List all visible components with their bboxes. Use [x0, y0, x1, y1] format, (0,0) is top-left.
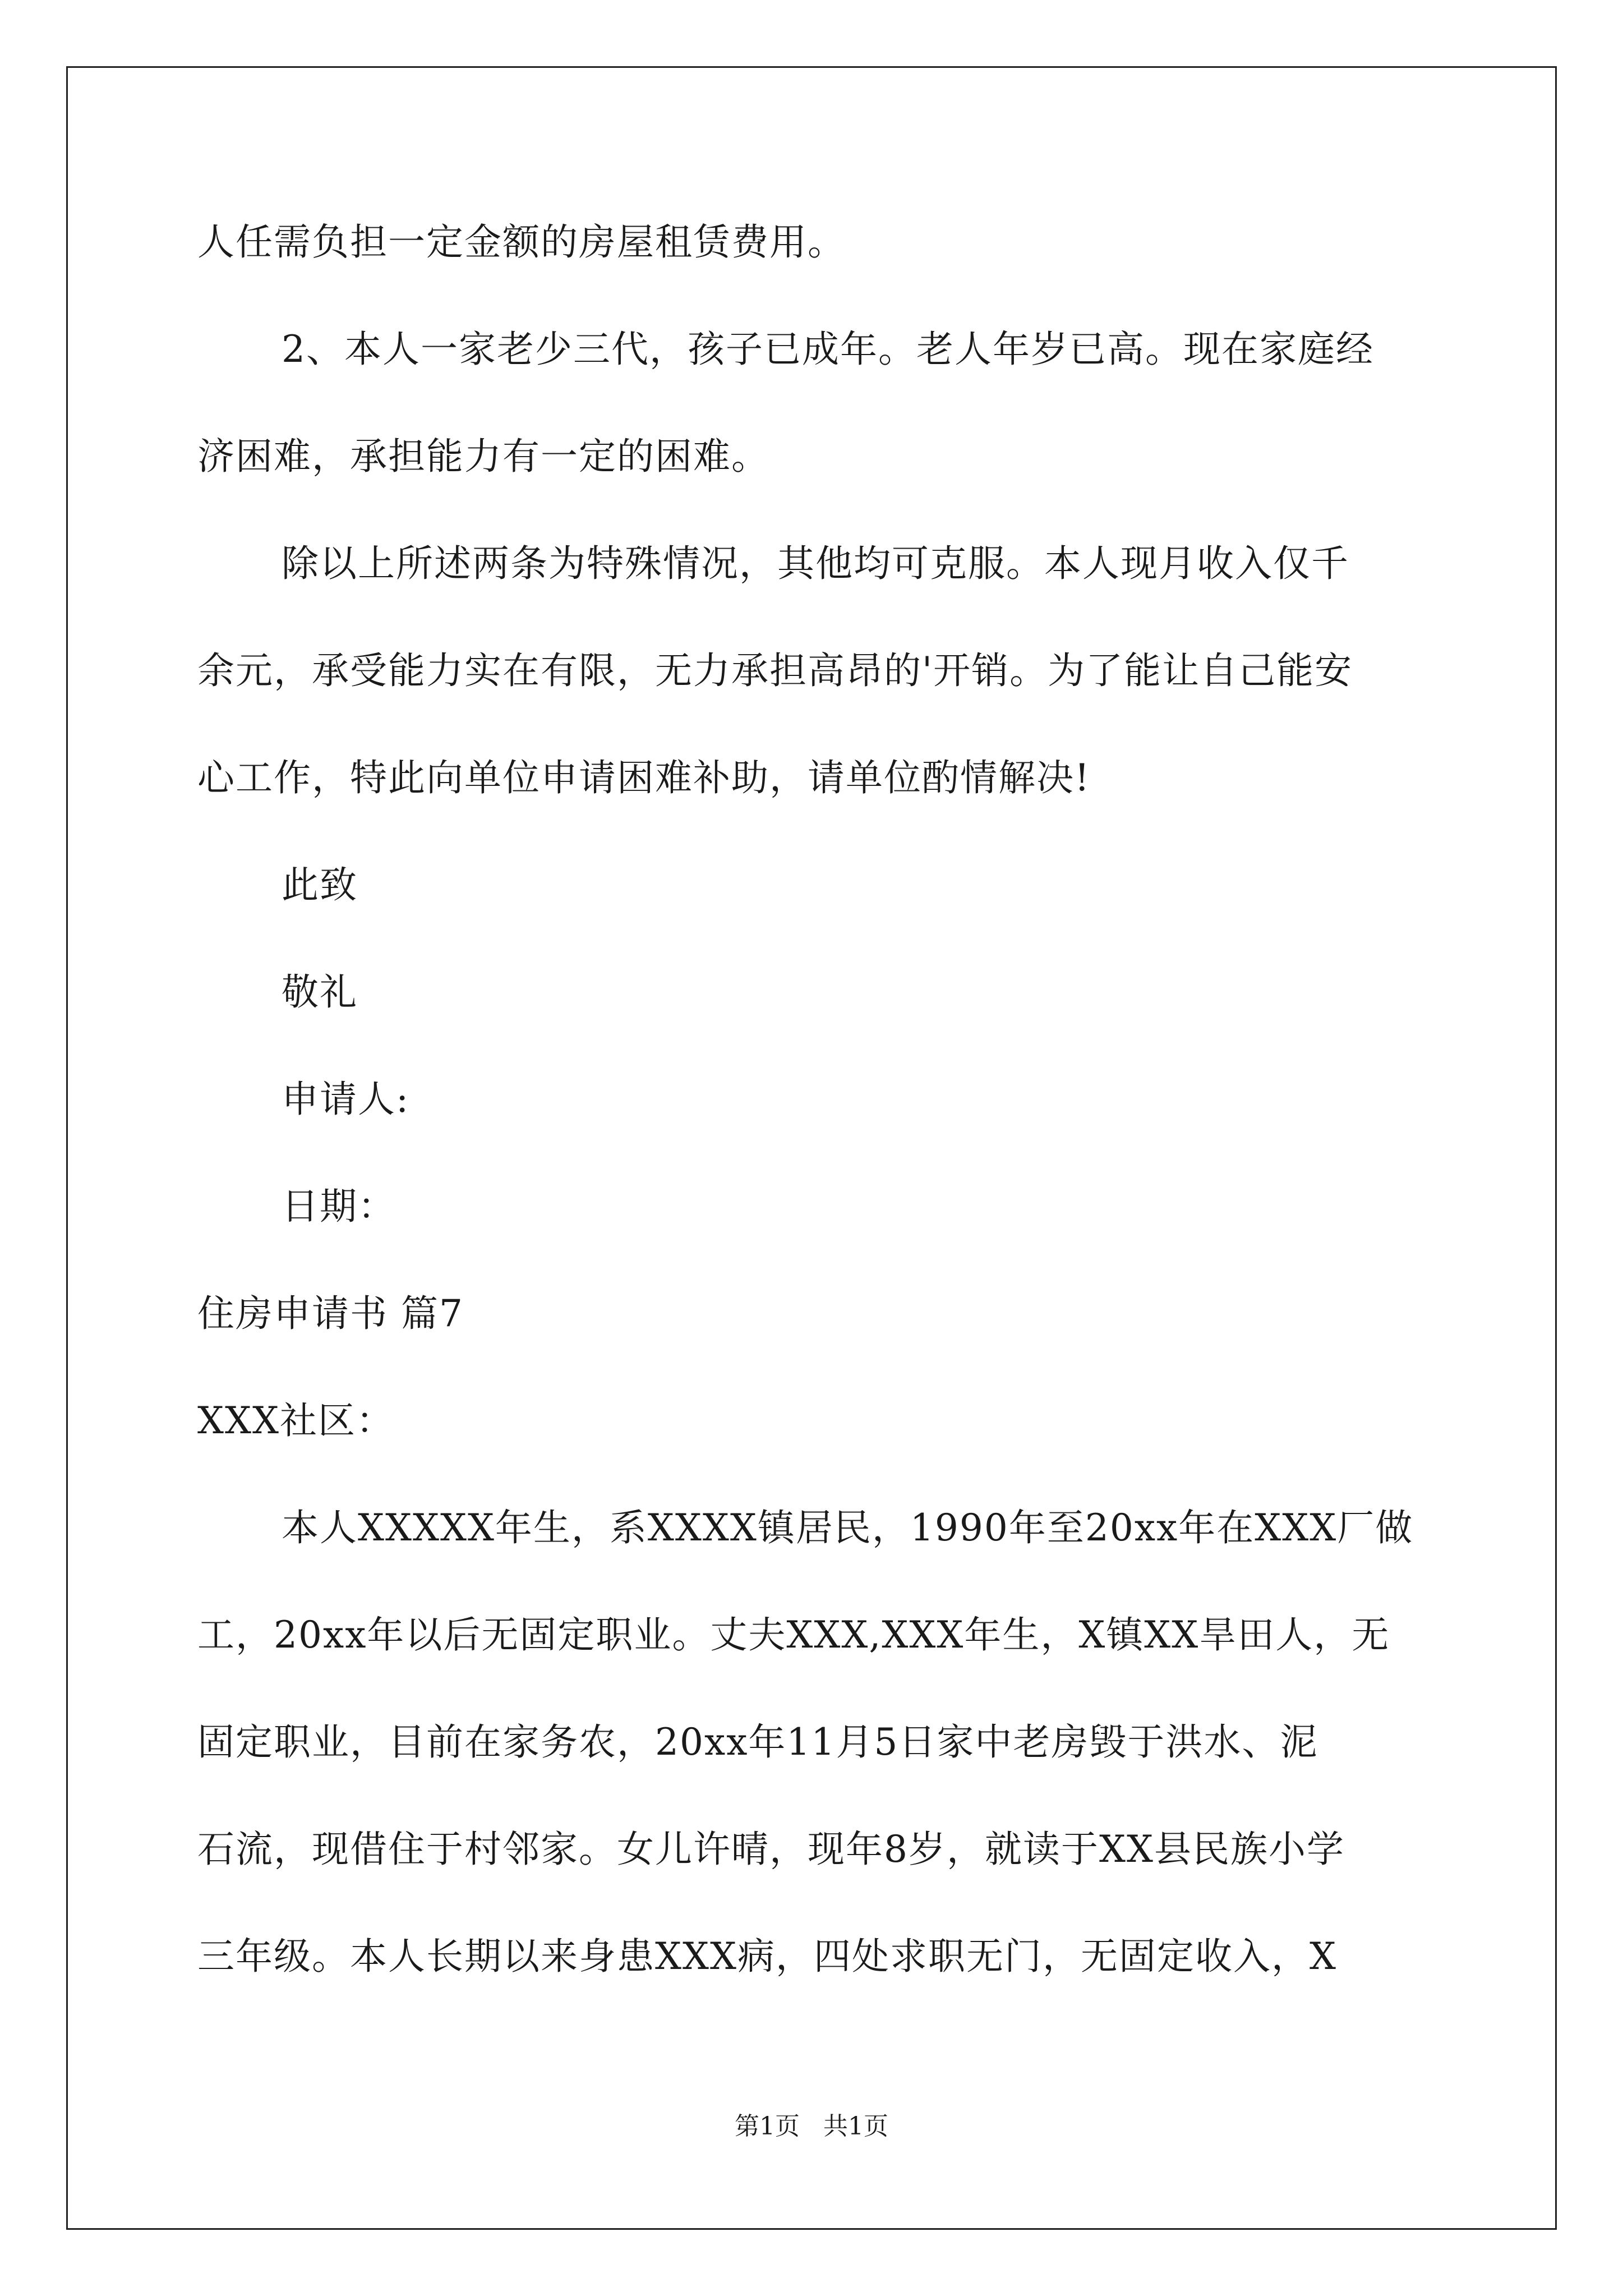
paragraph-line: 工，20xx年以后无固定职业。丈夫XXX,XXX年生，X镇XX旱田人，无 — [197, 1613, 1390, 1657]
paragraph-line: 2、本人一家老少三代，孩子已成年。老人年岁已高。现在家庭经 — [282, 328, 1374, 371]
paragraph-line: 余元，承受能力实在有限，无力承担高昂的'开销。为了能让自己能安 — [197, 649, 1353, 692]
paragraph-line: 心工作，特此向单位申请困难补助，请单位酌情解决! — [197, 756, 1091, 799]
paragraph-line: 石流，现借住于村邻家。女儿许晴，现年8岁，就读于XX县民族小学 — [197, 1828, 1345, 1871]
applicant-label: 申请人: — [282, 1078, 410, 1121]
closing-salutation: 此致 — [282, 863, 358, 907]
page-border — [66, 66, 1557, 2230]
section-heading: 住房申请书 篇7 — [197, 1292, 464, 1335]
paragraph-line: 人任需负担一定金额的房屋租赁费用。 — [197, 220, 846, 264]
paragraph-line: 本人XXXXX年生，系XXXX镇居民，1990年至20xx年在XXX厂做 — [282, 1506, 1414, 1549]
paragraph-line: 三年级。本人长期以来身患XXX病，四处求职无门，无固定收入，X — [197, 1935, 1337, 1978]
date-label: 日期： — [282, 1185, 396, 1228]
paragraph-line: 固定职业，目前在家务农，20xx年11月5日家中老房毁于洪水、泥 — [197, 1720, 1318, 1764]
closing-regards: 敬礼 — [282, 970, 358, 1014]
page-footer: 第1页 共1页 — [735, 2112, 888, 2141]
paragraph-line: 除以上所述两条为特殊情况，其他均可克服。本人现月收入仅千 — [282, 542, 1349, 585]
recipient-line: XXX社区： — [197, 1399, 394, 1442]
paragraph-line: 济困难，承担能力有一定的困难。 — [197, 435, 769, 478]
